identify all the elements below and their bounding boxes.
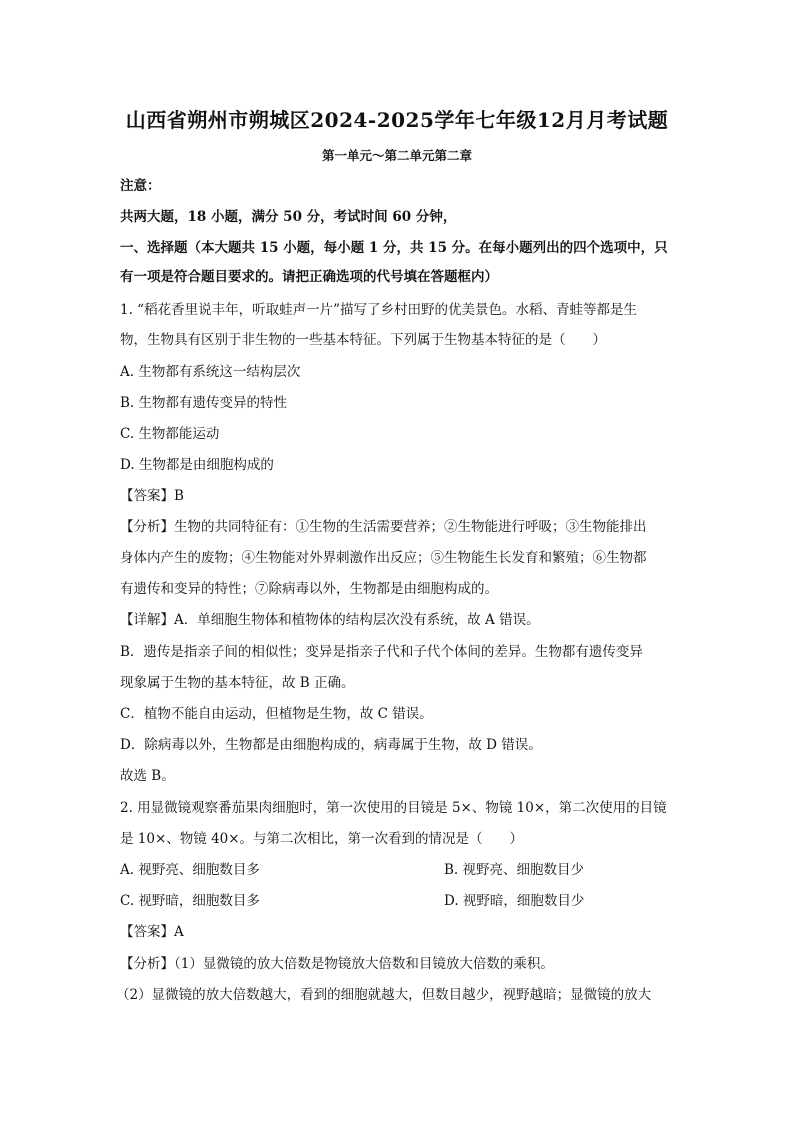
q2-stem: 2. 用显微镜观察番茄果肉细胞时，第一次使用的目镜是 5×、物镜 10×，第二次使用的目镜 bbox=[120, 800, 667, 816]
q1-option-b: B. 生物都有遗传变异的特性 bbox=[120, 395, 288, 411]
q1-option-d: D. 生物都是由细胞构成的 bbox=[120, 457, 274, 473]
q2-analysis: 【分析】（1）显微镜的放大倍数是物镜放大倍数和目镜放大倍数的乘积。 bbox=[120, 956, 554, 972]
q1-analysis: 【分析】生物的共同特征有：①生物的生活需要营养；②生物能进行呼吸；③生物能排出 bbox=[120, 519, 647, 535]
q2-option-b: B. 视野亮、细胞数目少 bbox=[444, 862, 585, 878]
q1-analysis-cont: 身体内产生的废物；④生物能对外界刺激作出反应；⑤生物能生长发育和繁殖；⑥生物都 bbox=[120, 550, 647, 566]
section-heading-cont: 有一项是符合题目要求的。请把正确选项的代号填在答题框内） bbox=[120, 269, 498, 285]
notes-line: 共两大题，18 小题，满分 50 分，考试时间 60 分钟， bbox=[120, 209, 457, 225]
q1-analysis-cont: 有遗传和变异的特性；⑦除病毒以外，生物都是由细胞构成的。 bbox=[120, 581, 498, 597]
q2-analysis-cont: （2）显微镜的放大倍数越大，看到的细胞就越大，但数目越少，视野越暗；显微镜的放大 bbox=[116, 987, 652, 1003]
section-heading: 一、选择题（本大题共 15 小题，每小题 1 分，共 15 分。在每小题列出的四个选项中，只 bbox=[120, 240, 668, 256]
q1-detail-b-cont: 现象属于生物的基本特征，故 B 正确。 bbox=[120, 675, 355, 691]
page-title: 山西省朔州市朔城区2024-2025学年七年级12月月考试题 bbox=[125, 108, 669, 132]
q1-detail-c: C．植物不能自由运动，但植物是生物，故 C 错误。 bbox=[120, 706, 433, 722]
q1-stem: 1. “稻花香里说丰年，听取蛙声一片”描写了乡村田野的优美景色。水稻、青蛙等都是生 bbox=[120, 302, 637, 318]
q1-stem-cont: 物，生物具有区别于非生物的一些基本特征。下列属于生物基本特征的是（ ） bbox=[120, 332, 606, 348]
q2-option-a: A. 视野亮、细胞数目多 bbox=[120, 862, 260, 878]
q1-detail-b: B．遗传是指亲子间的相似性；变异是指亲子代和子代个体间的差异。生物都有遗传变异 bbox=[120, 644, 643, 660]
q2-answer: 【答案】A bbox=[120, 924, 184, 940]
q2-stem-cont: 是 10×、物镜 40×。与第二次相比，第一次看到的情况是（ ） bbox=[120, 831, 524, 847]
notes-label: 注意： bbox=[120, 178, 161, 194]
q2-option-d: D. 视野暗，细胞数目少 bbox=[444, 893, 585, 909]
q1-option-a: A. 生物都有系统这一结构层次 bbox=[120, 364, 301, 380]
q2-option-c: C. 视野暗，细胞数目多 bbox=[120, 893, 260, 909]
page-subtitle: 第一单元～第二单元第二章 bbox=[321, 148, 472, 163]
q1-option-c: C. 生物都能运动 bbox=[120, 426, 220, 442]
q1-conclusion: 故选 B。 bbox=[120, 768, 175, 784]
q1-detail-d: D．除病毒以外，生物都是由细胞构成的，病毒属于生物，故 D 错误。 bbox=[120, 737, 542, 753]
q1-answer: 【答案】B bbox=[120, 488, 184, 504]
q1-detail-a: 【详解】A．单细胞生物体和植物体的结构层次没有系统，故 A 错误。 bbox=[120, 612, 540, 628]
